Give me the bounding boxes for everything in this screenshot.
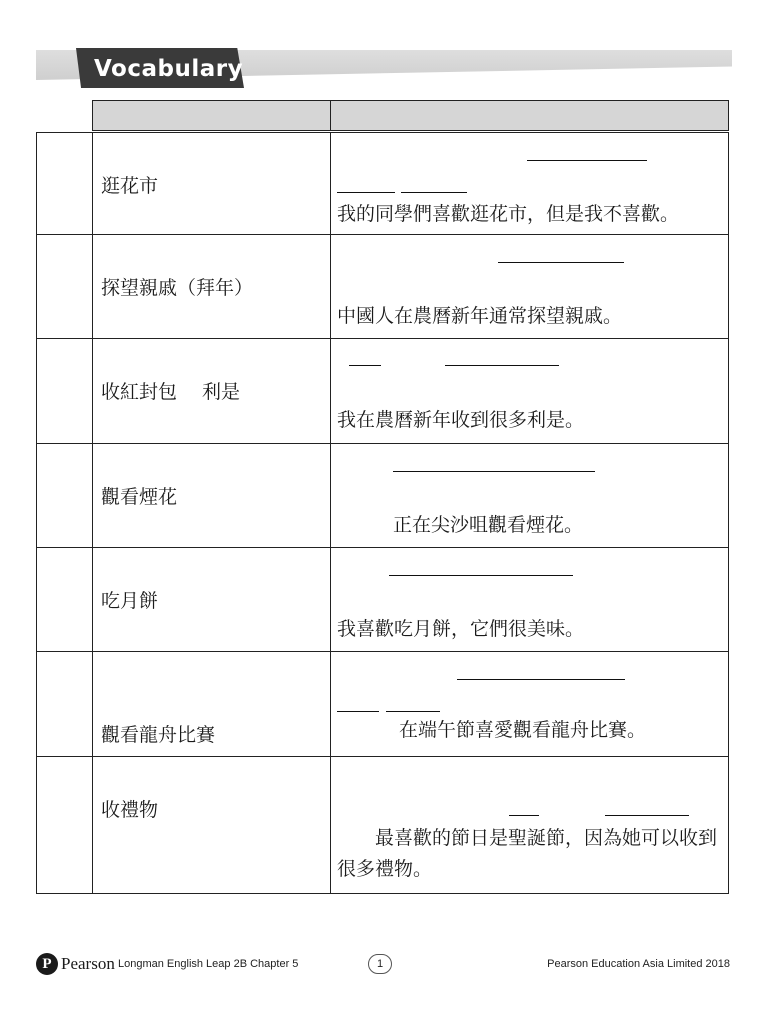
answer-blank[interactable] xyxy=(527,160,647,161)
sentence-cell xyxy=(330,339,729,443)
table-row xyxy=(36,234,729,338)
header-cell-word xyxy=(92,100,331,131)
vocabulary-word: 逛花市 xyxy=(101,175,159,197)
word-cell xyxy=(92,133,330,234)
table-row xyxy=(36,338,729,443)
answer-blank[interactable] xyxy=(401,192,467,193)
answer-blank[interactable] xyxy=(457,679,625,680)
number-cell xyxy=(36,133,92,234)
table-row xyxy=(36,443,729,547)
page-title: Vocabulary xyxy=(94,56,244,82)
vocabulary-word: 收紅封包 利是 xyxy=(101,381,241,403)
table-row xyxy=(36,651,729,756)
answer-blank[interactable] xyxy=(337,192,395,193)
word-cell xyxy=(92,548,330,651)
answer-blank[interactable] xyxy=(349,365,381,366)
number-cell xyxy=(36,757,92,893)
table-row xyxy=(36,756,729,893)
number-cell xyxy=(36,339,92,443)
vocabulary-word: 探望親戚（拜年） xyxy=(101,277,254,299)
sentence-cell xyxy=(330,235,729,338)
book-title: Longman English Leap 2B Chapter 5 xyxy=(118,958,299,970)
example-sentence: 正在尖沙咀觀看煙花。 xyxy=(393,514,584,536)
answer-blank[interactable] xyxy=(337,711,379,712)
sentence-cell xyxy=(330,444,729,547)
publisher-credit: Pearson Education Asia Limited 2018 xyxy=(547,958,730,970)
sentence-cell xyxy=(330,652,729,756)
answer-blank[interactable] xyxy=(445,365,559,366)
header-cell-sentence xyxy=(330,100,729,131)
vocabulary-word: 吃月餅 xyxy=(101,590,159,612)
table-bottom-border xyxy=(36,893,729,894)
number-cell xyxy=(36,235,92,338)
example-sentence: 我在農曆新年收到很多利是。 xyxy=(337,409,585,431)
brand-name: Pearson xyxy=(61,954,115,973)
answer-blank[interactable] xyxy=(393,471,595,472)
word-cell xyxy=(92,757,330,893)
answer-blank[interactable] xyxy=(605,815,689,816)
vocabulary-word: 觀看煙花 xyxy=(101,486,178,508)
table-row xyxy=(36,132,729,234)
word-cell xyxy=(92,652,330,756)
number-cell xyxy=(36,548,92,651)
example-sentence: 最喜歡的節日是聖誕節，因為她可以收到很多禮物。 xyxy=(337,827,718,880)
word-cell xyxy=(92,235,330,338)
table-header-row xyxy=(36,100,729,132)
table-row xyxy=(36,547,729,651)
sentence-cell xyxy=(330,548,729,651)
vocabulary-word: 觀看龍舟比賽 xyxy=(101,724,216,746)
word-cell xyxy=(92,339,330,443)
example-sentence: 中國人在農曆新年通常探望親戚。 xyxy=(337,305,623,327)
example-sentence: 在端午節喜愛觀看龍舟比賽。 xyxy=(399,719,647,741)
answer-blank[interactable] xyxy=(498,262,624,263)
sentence-cell xyxy=(330,757,729,893)
word-cell xyxy=(92,444,330,547)
answer-blank[interactable] xyxy=(389,575,573,576)
example-sentence: 我喜歡吃月餅，它們很美味。 xyxy=(337,618,585,640)
vocabulary-word: 收禮物 xyxy=(101,799,159,821)
vocabulary-table xyxy=(36,100,729,894)
pearson-logo-icon: P xyxy=(36,953,58,975)
page-footer xyxy=(36,952,730,978)
answer-blank[interactable] xyxy=(509,815,539,816)
sentence-cell xyxy=(330,133,729,234)
page-number: 1 xyxy=(368,954,392,974)
example-sentence: 我的同學們喜歡逛花市，但是我不喜歡。 xyxy=(337,203,680,225)
number-cell xyxy=(36,444,92,547)
answer-blank[interactable] xyxy=(386,711,440,712)
number-cell xyxy=(36,652,92,756)
